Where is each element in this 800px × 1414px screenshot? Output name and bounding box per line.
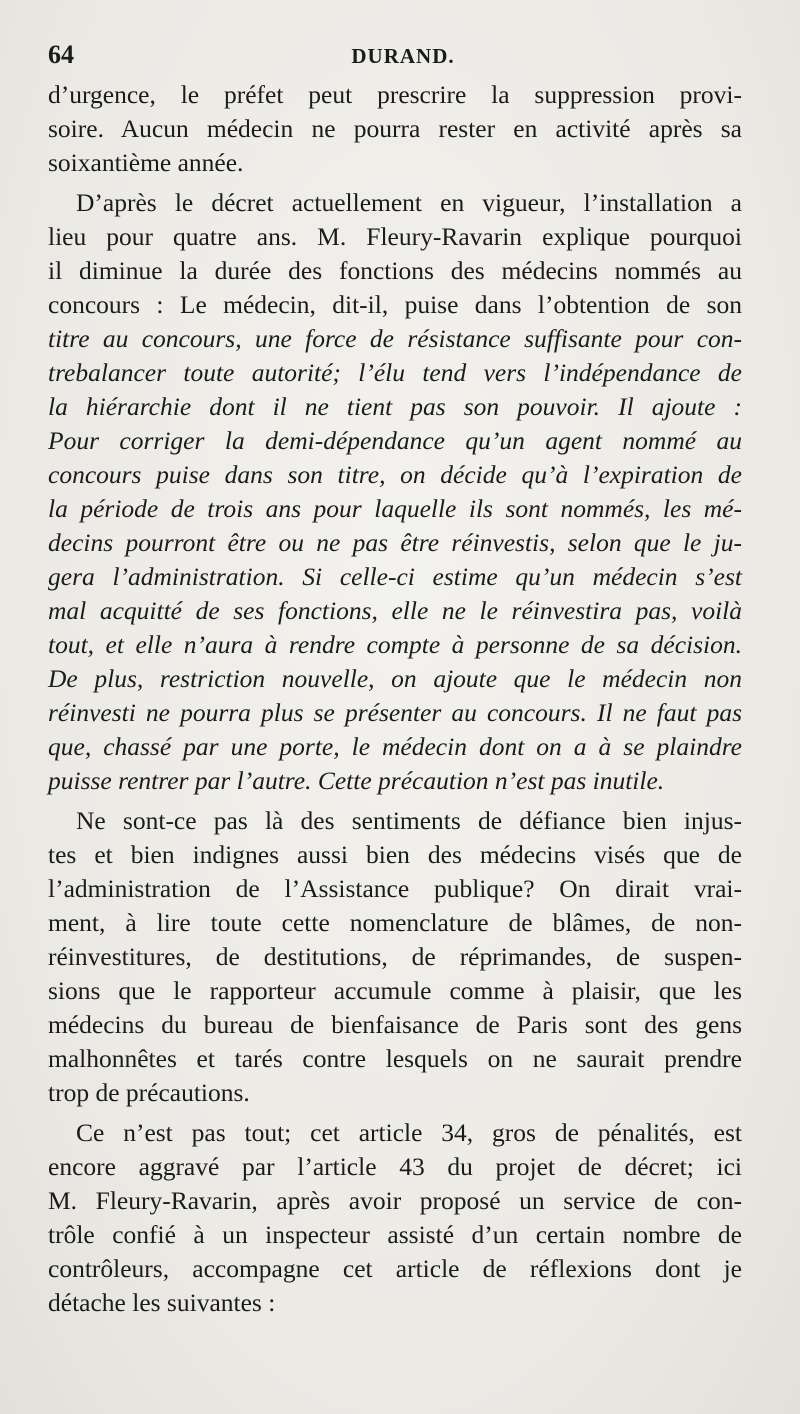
page-header [48, 40, 758, 72]
running-head: DURAND. [351, 44, 455, 68]
text-line: sions que le rapporteur accumule comme à plaisir, que les [48, 976, 742, 1005]
text-line: réinvestitures, de destitutions, de réprimandes, de suspen- [48, 942, 742, 971]
text-line: concours : Le médecin, dit-il, puise dans l’obtention de son [48, 290, 742, 319]
text-line: De plus, restriction nouvelle, on ajoute que le médecin non [48, 664, 742, 693]
text-line: tes et bien indignes aussi bien des médecins visés que de [48, 840, 742, 869]
text-line: l’administration de l’Assistance publique? On dirait vrai- [48, 874, 742, 903]
text-line: la période de trois ans pour laquelle ils sont nommés, les mé- [48, 494, 742, 523]
text-line: decins pourront être ou ne pas être réinvestis, selon que le ju- [48, 528, 742, 557]
text-line: Ne sont-ce pas là des sentiments de défiance bien injus- [76, 806, 742, 835]
text-line: mal acquitté de ses fonctions, elle ne le réinvestira pas, voilà [48, 596, 742, 625]
text-line: ment, à lire toute cette nomenclature de blâmes, de non- [48, 908, 742, 937]
text-line: médecins du bureau de bienfaisance de Paris sont des gens [48, 1010, 742, 1039]
text-line: réinvesti ne pourra plus se présenter au concours. Il ne faut pas [48, 698, 742, 727]
text-line: concours puise dans son titre, on décide qu’à l’expiration de [48, 460, 742, 489]
text-line: contrôleurs, accompagne cet article de réflexions dont je [48, 1254, 742, 1283]
text-line: détache les suivantes : [48, 1288, 276, 1317]
text-line: lieu pour quatre ans. M. Fleury-Ravarin explique pourquoi [48, 222, 742, 251]
text-line: trop de précautions. [48, 1078, 250, 1107]
text-line: gera l’administration. Si celle-ci estime qu’un médecin s’est [48, 562, 742, 591]
text-line: puisse rentrer par l’autre. Cette précaution n’est pas inutile. [48, 766, 665, 795]
text-line: il diminue la durée des fonctions des médecins nommés au [48, 256, 742, 285]
text-line: encore aggravé par l’article 43 du projet de décret; ici [48, 1152, 742, 1181]
text-line: titre au concours, une force de résistance suffisante pour con- [48, 324, 742, 353]
text-line: trebalancer toute autorité; l’élu tend vers l’indépendance de [48, 358, 742, 387]
text-line: trôle confié à un inspecteur assisté d’un certain nombre de [48, 1220, 742, 1249]
text-line: la hiérarchie dont il ne tient pas son pouvoir. Il ajoute : [48, 392, 742, 421]
text-line: Ce n’est pas tout; cet article 34, gros de pénalités, est [76, 1118, 742, 1147]
text-line: D’après le décret actuellement en vigueur, l’installation a [76, 188, 742, 217]
text-line: soixantième année. [48, 148, 244, 177]
text-line: Pour corriger la demi-dépendance qu’un agent nommé au [48, 426, 742, 455]
body-text [48, 78, 742, 1320]
text-line: d’urgence, le préfet peut prescrire la suppression provi- [48, 80, 742, 109]
text-line: malhonnêtes et tarés contre lesquels on ne saurait prendre [48, 1044, 742, 1073]
text-line: M. Fleury-Ravarin, après avoir proposé un service de con- [48, 1186, 742, 1215]
text-line: soire. Aucun médecin ne pourra rester en activité après sa [48, 114, 742, 143]
text-line: que, chassé par une porte, le médecin dont on a à se plaindre [48, 732, 742, 761]
page-number: 64 [48, 40, 74, 69]
text-line: tout, et elle n’aura à rendre compte à personne de sa décision. [48, 630, 742, 659]
